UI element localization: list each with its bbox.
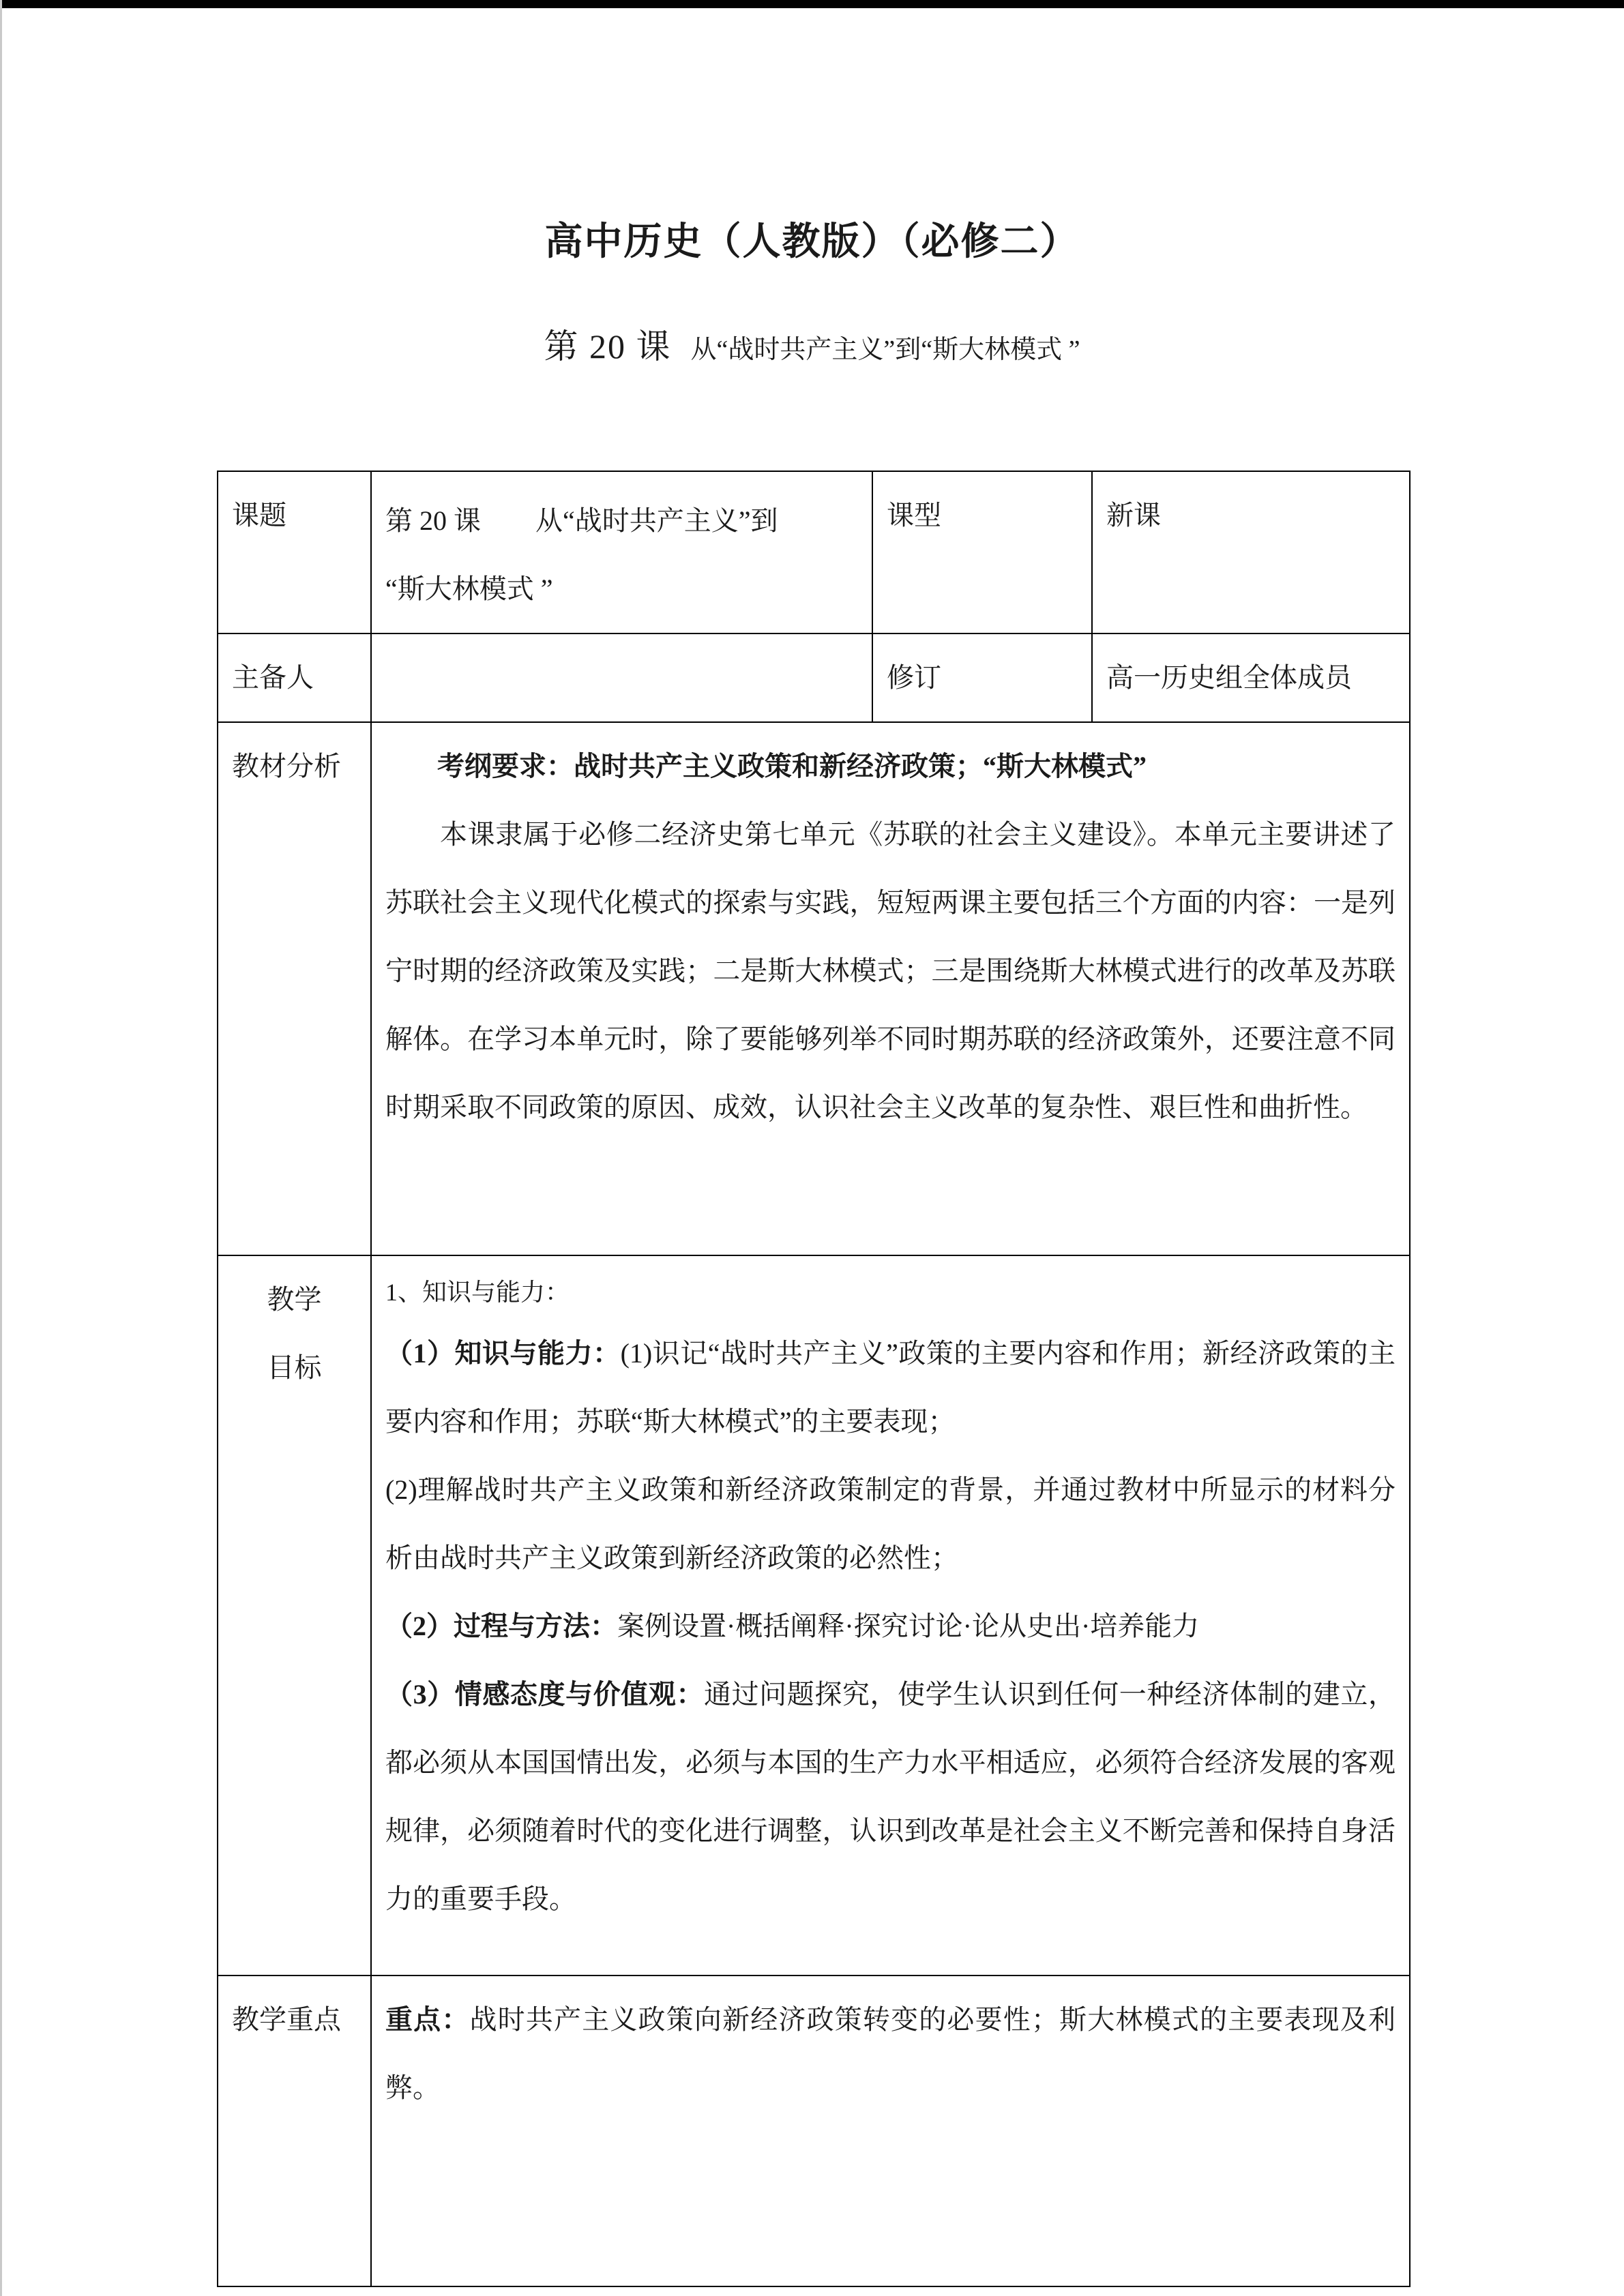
cell-preparer-label: 主备人 <box>218 633 371 722</box>
cell-course-type-value: 新课 <box>1092 471 1410 633</box>
goals-intro: 1、知识与能力： <box>385 1279 570 1306</box>
cell-revision-value: 高一历史组全体成员 <box>1092 633 1410 722</box>
cell-teaching-focus-content <box>371 1976 1410 2286</box>
cell-teaching-goals-content <box>371 1255 1410 1976</box>
cell-revision-label: 修订 <box>872 633 1092 722</box>
lesson-name: 从“战时共产主义”到“斯大林模式 ” <box>690 336 1080 364</box>
cell-preparer-value <box>371 633 872 722</box>
table-row-teaching-focus <box>218 1976 1410 2286</box>
table-row-material-analysis <box>218 722 1410 1255</box>
cell-topic-value <box>371 471 872 633</box>
lesson-plan-table <box>217 471 1411 2287</box>
lesson-subtitle <box>0 319 1624 368</box>
page-title: 高中历史（人教版）（必修二） <box>544 221 1080 263</box>
exam-outline-requirement: 考纲要求：战时共产主义政策和新经济政策；“斯大林模式” <box>437 751 1147 781</box>
teaching-goals-label-line2: 目标 <box>267 1352 322 1383</box>
goal-knowledge-ability <box>385 1320 1396 1456</box>
teaching-goals-label-line1: 教学 <box>267 1284 322 1315</box>
cell-topic-label: 课题 <box>218 471 371 633</box>
goal-1-text: (1)识记“战时共产主义”政策的主要内容和作用；新经济政策的主要内容和作用；苏联“斯大林模式”的主要表现； <box>385 1338 1396 1437</box>
focus-text: 战时共产主义政策向新经济政策转变的必要性；斯大林模式的主要表现及利弊。 <box>385 2004 1396 2103</box>
table-row-preparer <box>218 633 1410 722</box>
cell-teaching-focus-label: 教学重点 <box>218 1976 371 2286</box>
topic-line-1: 第 20 课 从“战时共产主义”到 <box>385 505 778 536</box>
table-row-topic <box>218 471 1410 633</box>
material-analysis-body: 本课隶属于必修二经济史第七单元《苏联的社会主义建设》。本单元主要讲述了苏联社会主义现代化模式的探索与实践，短短两课主要包括三个方面的内容：一是列宁时期的经济政策及实践；二是斯大林模式；三是围绕斯大林模式进行的改革及苏联解体。在学习本单元时，除了要能够列举不同时期苏联的经济政策外，还要注意不同时期采取不同政策的原因、成效，认识社会主义改革的复杂性、艰巨性和曲折性。 <box>385 819 1396 1122</box>
table-row-teaching-goals <box>218 1255 1410 1976</box>
cell-material-analysis-content <box>371 722 1410 1255</box>
goal-knowledge-ability-2: (2)理解战时共产主义政策和新经济政策制定的背景，并通过教材中所显示的材料分析由战时共产主义政策到新经济政策的必然性； <box>385 1474 1396 1574</box>
topic-line-2: “斯大林模式 ” <box>385 573 553 604</box>
goal-3-text: 通过问题探究，使学生认识到任何一种经济体制的建立，都必须从本国国情出发，必须与本国的生产力水平相适应，必须符合经济发展的客观规律，必须随着时代的变化进行调整，认识到改革是社会主义不断完善和保持自身活力的重要手段。 <box>385 1679 1396 1915</box>
goal-emotion-values <box>385 1660 1396 1933</box>
cell-teaching-goals-label <box>218 1255 371 1976</box>
goal-2-text: 案例设置·概括阐释·探究讨论·论从史出·培养能力 <box>617 1611 1200 1642</box>
cell-material-analysis-label: 教材分析 <box>218 722 371 1255</box>
goal-3-heading: （3）情感态度与价值观： <box>385 1679 704 1710</box>
focus-heading: 重点： <box>385 2004 470 2035</box>
lesson-number: 第 20 课 <box>544 327 672 366</box>
cell-course-type-label: 课型 <box>872 471 1092 633</box>
goal-process-method <box>385 1592 1396 1660</box>
teaching-focus-text <box>385 1986 1396 2122</box>
goal-2-heading: （2）过程与方法： <box>385 1611 617 1642</box>
goal-1-heading: （1）知识与能力： <box>385 1338 621 1369</box>
